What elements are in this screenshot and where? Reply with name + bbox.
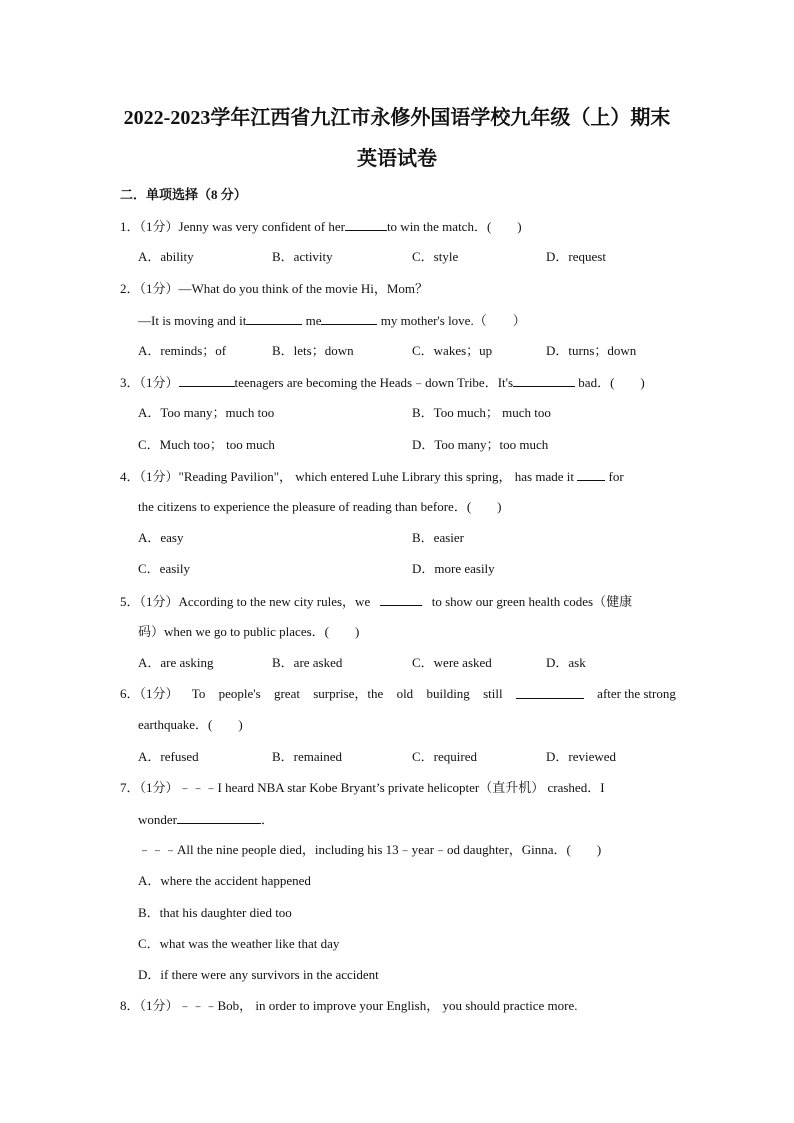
question-1 xyxy=(120,217,522,236)
question-7-line3: ﹣﹣﹣All the nine people died，including his 13﹣year﹣od daughter，Ginna．( ) xyxy=(138,842,602,857)
question-text: "Reading Pavilion"， which entered Luhe Library this spring， has made it xyxy=(178,469,574,484)
option-d: D．Too many；too much xyxy=(412,437,549,452)
option-a: A．refused xyxy=(138,749,199,764)
question-2-line2 xyxy=(138,311,526,330)
option-c: C．style xyxy=(412,249,459,264)
question-text: According to the new city rules，we xyxy=(178,594,371,609)
option-c: C．were asked xyxy=(412,655,492,670)
answer-blank xyxy=(345,217,387,231)
answer-blank xyxy=(321,311,377,325)
question-text: —It is moving and it xyxy=(138,313,247,328)
option-b: B．are asked xyxy=(272,655,343,670)
section-header: 二．单项选择（8 分） xyxy=(120,187,247,202)
option-a: A．where the accident happened xyxy=(138,873,311,888)
question-6-line2: earthquake．( ) xyxy=(138,717,243,732)
answer-blank xyxy=(179,373,235,387)
exam-title-line2: 英语试卷 xyxy=(357,148,437,170)
question-text: ﹣﹣﹣I heard NBA star Kobe Bryant’s private helicopter（直升机） crashed．I xyxy=(178,780,605,795)
question-text: me xyxy=(305,313,322,328)
question-text: teenagers are becoming the Heads﹣down Tribe．It's xyxy=(234,375,514,390)
question-text: to show our green health codes（健康 xyxy=(431,594,633,609)
question-text: wonder xyxy=(138,812,177,827)
option-d: D．reviewed xyxy=(546,749,617,764)
question-number: 6．（1分） xyxy=(120,686,179,701)
exam-title-line1: 2022-2023学年江西省九江市永修外国语学校九年级（上）期末 xyxy=(123,107,671,129)
option-d: D．ask xyxy=(546,655,586,670)
question-3 xyxy=(120,373,645,392)
option-c: C．required xyxy=(412,749,477,764)
question-number: 2．（1分） xyxy=(120,281,179,296)
answer-blank xyxy=(577,467,605,481)
question-text: ． xyxy=(261,812,275,827)
question-4-line2: the citizens to experience the pleasure of reading than before．( ) xyxy=(138,499,502,514)
option-b: B．activity xyxy=(272,249,333,264)
answer-blank xyxy=(177,810,261,824)
answer-blank xyxy=(516,685,584,699)
option-d: D．if there were any survivors in the accident xyxy=(138,967,379,982)
question-word: building xyxy=(426,686,470,701)
question-word: great xyxy=(273,686,300,701)
question-6 xyxy=(120,685,676,703)
question-text: my mother's love.（ ） xyxy=(380,313,526,328)
option-d: D．more easily xyxy=(412,561,495,576)
question-text: to win the match．( ) xyxy=(386,219,522,234)
question-word: still xyxy=(483,686,503,701)
option-b: B．remained xyxy=(272,749,343,764)
question-word: surprise，the xyxy=(313,686,384,701)
question-4 xyxy=(120,467,624,486)
question-8 xyxy=(120,997,577,1015)
answer-blank xyxy=(246,311,302,325)
option-b: B．easier xyxy=(412,530,464,545)
question-2 xyxy=(120,280,428,298)
question-text: ﹣﹣﹣Bob， in order to improve your English， you should practice more. xyxy=(178,998,578,1013)
question-word: To xyxy=(191,686,206,701)
question-word: people's xyxy=(218,686,261,701)
question-7-line2 xyxy=(138,810,274,829)
question-number: 5．（1分） xyxy=(120,594,179,609)
question-number: 1．（1分） xyxy=(120,219,179,234)
question-number: 8．（1分） xyxy=(120,998,179,1013)
option-d: D．request xyxy=(546,249,606,264)
option-c: C．what was the weather like that day xyxy=(138,936,340,951)
question-text: —What do you think of the movie Hi，Mom？ xyxy=(178,281,429,296)
question-text: Jenny was very confident of her xyxy=(178,219,345,234)
question-word: old xyxy=(396,686,414,701)
option-b: B．Too much； much too xyxy=(412,405,551,420)
option-c: C．Much too； too much xyxy=(138,437,275,452)
option-a: A．reminds；of xyxy=(138,343,227,358)
option-d: D．turns；down xyxy=(546,343,637,358)
option-a: A．Too many；much too xyxy=(138,405,275,420)
answer-blank xyxy=(513,373,575,387)
question-number: 4．（1分） xyxy=(120,469,179,484)
question-number: 3．（1分） xyxy=(120,375,179,390)
option-c: C．wakes；up xyxy=(412,343,493,358)
question-text: for xyxy=(608,469,624,484)
question-number: 7．（1分） xyxy=(120,780,179,795)
option-a: A．easy xyxy=(138,530,184,545)
option-b: B．that his daughter died too xyxy=(138,905,292,920)
question-text: after the strong xyxy=(597,686,676,701)
question-text: bad．( ) xyxy=(578,375,645,390)
option-a: A．are asking xyxy=(138,655,214,670)
question-5-line2: 码）when we go to public places．( ) xyxy=(138,624,360,639)
answer-blank xyxy=(380,592,422,606)
option-c: C．easily xyxy=(138,561,190,576)
question-5 xyxy=(120,592,632,611)
question-7 xyxy=(120,779,605,797)
option-b: B．lets；down xyxy=(272,343,354,358)
option-a: A．ability xyxy=(138,249,194,264)
